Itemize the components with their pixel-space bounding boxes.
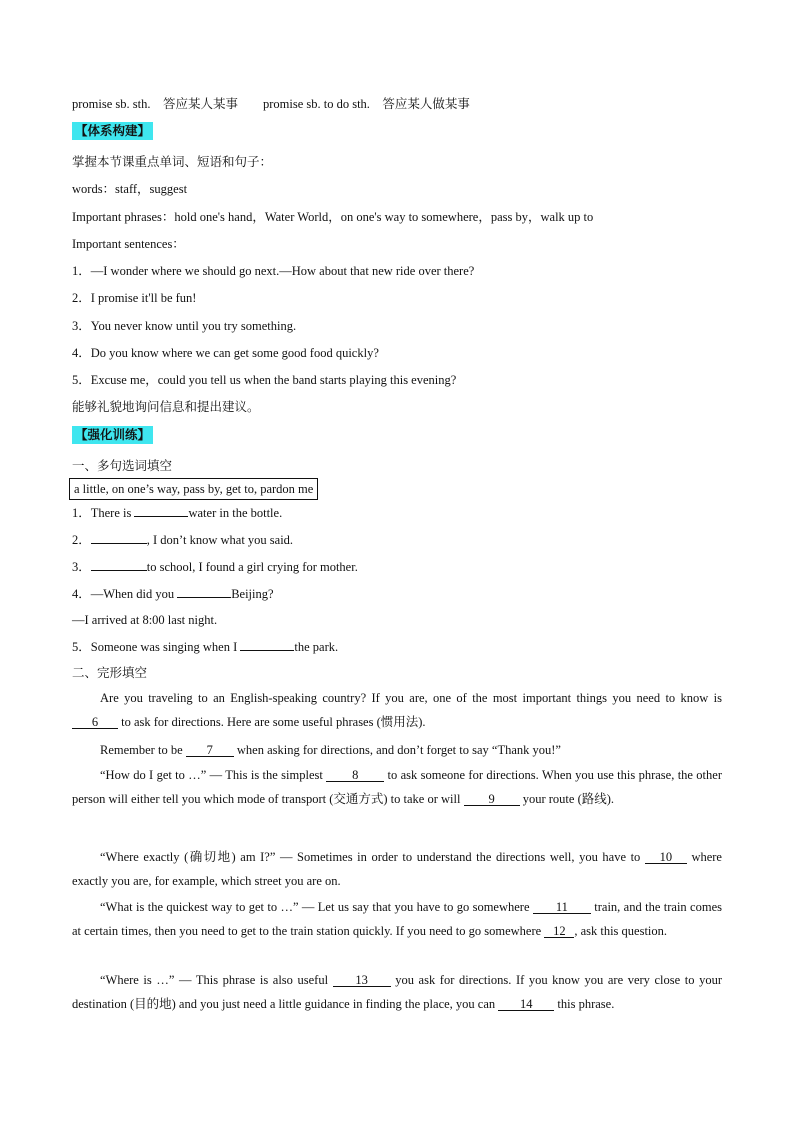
paragraph-text: Are you traveling to an English-speaking country? If you are, one of the most important things you need to know is — [100, 691, 722, 705]
cloze-paragraph-4 — [72, 845, 722, 893]
cloze-paragraph-2 — [72, 738, 722, 762]
cloze-blank[interactable]: 9 — [464, 793, 520, 806]
paragraph-text: where exactly you are, for example, which street you are on. — [72, 850, 722, 888]
paragraph-text: when asking for directions, and don’t forget to say “Thank you!” — [233, 743, 561, 757]
answer-blank[interactable] — [91, 558, 147, 571]
question-4-answer: —I arrived at 8:00 last night. — [72, 613, 218, 627]
goal-line: 能够礼貌地询问信息和提出建议。 — [72, 400, 260, 414]
cloze-blank[interactable]: 11 — [533, 901, 591, 914]
cloze-paragraph-6 — [72, 968, 722, 1016]
paragraph-text: “How do I get to …” — This is the simplest — [100, 768, 327, 782]
word-bank-box: a little, on one’s way, pass by, get to, pardon me — [69, 478, 318, 500]
cloze-blank[interactable]: 14 — [498, 998, 554, 1011]
sentence-item: 3．You never know until you try something. — [72, 319, 297, 333]
system-lead: 掌握本节课重点单词、短语和句子： — [72, 155, 273, 169]
cloze-paragraph-5 — [72, 895, 722, 943]
answer-blank[interactable] — [240, 638, 294, 651]
question-text: Beijing? — [231, 587, 274, 601]
cloze-paragraph-1 — [72, 686, 722, 734]
cloze-paragraph-3 — [72, 763, 722, 811]
question-text: to school, I found a girl crying for mother. — [146, 560, 358, 574]
sentence-item: 2．I promise it'll be fun! — [72, 291, 197, 305]
intro-line: promise sb. sth. 答应某人某事 promise sb. to do sth. 答应某人做某事 — [72, 97, 470, 111]
cloze-blank[interactable]: 6 — [72, 716, 118, 729]
question-text: 3． — [72, 560, 91, 574]
question-1 — [72, 504, 282, 521]
section-tag-training: 【强化训练】 — [72, 426, 153, 444]
phrases-line: Important phrases：hold one's hand，Water World，on one's way to somewhere，pass by，walk up to — [72, 210, 594, 224]
answer-blank[interactable] — [134, 504, 188, 517]
paragraph-text: this phrase. — [554, 997, 615, 1011]
section-tag-system: 【体系构建】 — [72, 122, 153, 140]
part2-title: 二、完形填空 — [72, 666, 148, 680]
question-text: , I don’t know what you said. — [146, 533, 294, 547]
cloze-blank[interactable]: 7 — [186, 744, 234, 757]
cloze-blank[interactable]: 10 — [645, 851, 687, 864]
answer-blank[interactable] — [91, 531, 147, 544]
question-text: 1．There is — [72, 506, 135, 520]
cloze-blank[interactable]: 8 — [326, 769, 384, 782]
paragraph-text: Remember to be — [100, 743, 186, 757]
question-5 — [72, 638, 338, 655]
paragraph-text: train, and the train comes at certain times, then you need to get to the train station quickly. If you need to go somewhere — [72, 900, 722, 938]
paragraph-text: to ask for directions. Here are some useful phrases (惯用法). — [118, 715, 426, 729]
paragraph-text: your route (路线). — [519, 792, 615, 806]
question-text: 5．Someone was singing when I — [72, 640, 241, 654]
sentence-item: 1．—I wonder where we should go next.—How about that new ride over there? — [72, 264, 475, 278]
cloze-blank[interactable]: 13 — [333, 974, 391, 987]
sentence-item: 4．Do you know where we can get some good food quickly? — [72, 346, 379, 360]
question-text: 2． — [72, 533, 91, 547]
question-3 — [72, 558, 358, 575]
paragraph-text: , ask this question. — [574, 924, 668, 938]
sentence-item: 5．Excuse me，could you tell us when the band starts playing this evening? — [72, 373, 457, 387]
paragraph-text: “Where is …” — This phrase is also useful — [100, 973, 333, 987]
paragraph-text: you ask for directions. If you know you are very close to your destination (目的地) and you just need a little guidance in finding the place, you can — [72, 973, 722, 1011]
question-2 — [72, 531, 293, 548]
paragraph-text: “Where exactly (确切地) am I?” — Sometimes in order to understand the directions well, you have to — [100, 850, 645, 864]
words-line: words：staff，suggest — [72, 182, 188, 196]
cloze-blank[interactable]: 12 — [544, 925, 574, 938]
sentences-label: Important sentences： — [72, 237, 185, 251]
question-text: 4．—When did you — [72, 587, 178, 601]
question-text: water in the bottle. — [188, 506, 283, 520]
question-4 — [72, 585, 274, 602]
question-text: the park. — [294, 640, 339, 654]
answer-blank[interactable] — [177, 585, 231, 598]
part1-title: 一、多句选词填空 — [72, 459, 173, 473]
paragraph-text: “What is the quickest way to get to …” — Let us say that you have to go somewhere — [100, 900, 533, 914]
paragraph-text: to ask someone for directions. When you use this phrase, the other person will either tell you which mode of transport (交通方式) to take or will — [72, 768, 722, 806]
